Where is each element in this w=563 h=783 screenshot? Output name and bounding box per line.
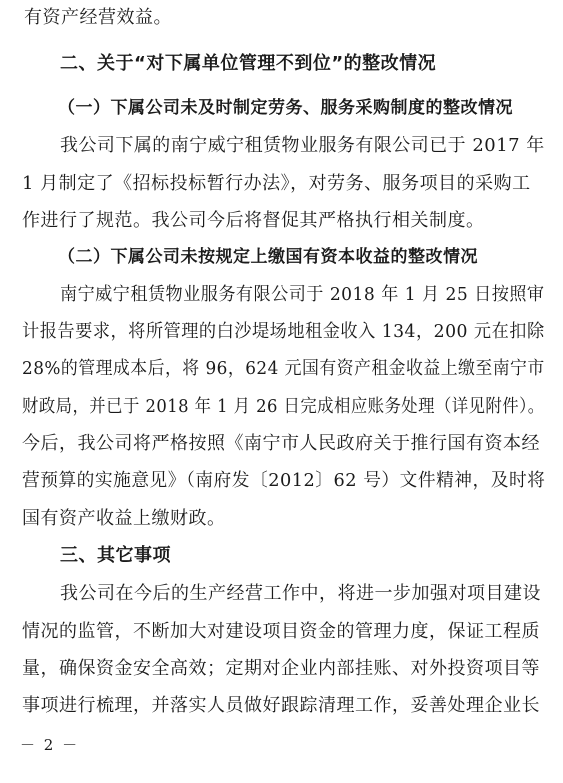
paragraph-line: 28%的管理成本后，将 96，624 元国有资产租金收益上缴至南宁市: [22, 358, 545, 379]
paragraph-line: 情况的监管，不断加大对建设项目资金的管理力度，保证工程质: [22, 621, 540, 642]
paragraph-line: 有资产经营效益。: [24, 7, 172, 28]
paragraph-line: 计报告要求，将所管理的白沙堤场地租金收入 134，200 元在扣除: [22, 321, 545, 342]
paragraph-line: 今后，我公司将严格按照《南宁市人民政府关于推行国有资本经: [22, 433, 540, 454]
paragraph-line: 1 月制定了《招标投标暂行办法》，对劳务、服务项目的采购工: [22, 173, 531, 194]
paragraph-line: 营预算的实施意见》（南府发〔2012〕62 号）文件精神，及时将: [22, 470, 546, 491]
paragraph-line: 国有资产收益上缴财政。: [22, 508, 226, 529]
paragraph-line: 事项进行梳理，并落实人员做好跟踪清理工作，妥善处理企业长: [22, 695, 540, 716]
section-heading: 二、关于“对下属单位管理不到位”的整改情况: [60, 53, 437, 74]
paragraph-line: 我公司在今后的生产经营工作中，将进一步加强对项目建设: [60, 583, 541, 604]
subsection-heading: （二）下属公司未按规定上缴国有资本收益的整改情况: [58, 247, 478, 267]
page-number: － 2 －: [20, 736, 80, 754]
paragraph-line: 作进行了规范。我公司今后将督促其严格执行相关制度。: [22, 210, 485, 231]
paragraph-line: 财政局，并已于 2018 年 1 月 26 日完成相应账务处理（详见附件）。: [22, 396, 545, 417]
paragraph-line: 我公司下属的南宁威宁租赁物业服务有限公司已于 2017 年: [60, 135, 545, 156]
section-heading: 三、其它事项: [60, 545, 171, 566]
subsection-heading: （一）下属公司未及时制定劳务、服务采购制度的整改情况: [58, 98, 513, 118]
paragraph-line: 量，确保资金安全高效；定期对企业内部挂账、对外投资项目等: [22, 658, 540, 679]
paragraph-line: 南宁威宁租赁物业服务有限公司于 2018 年 1 月 25 日按照审: [60, 284, 545, 305]
